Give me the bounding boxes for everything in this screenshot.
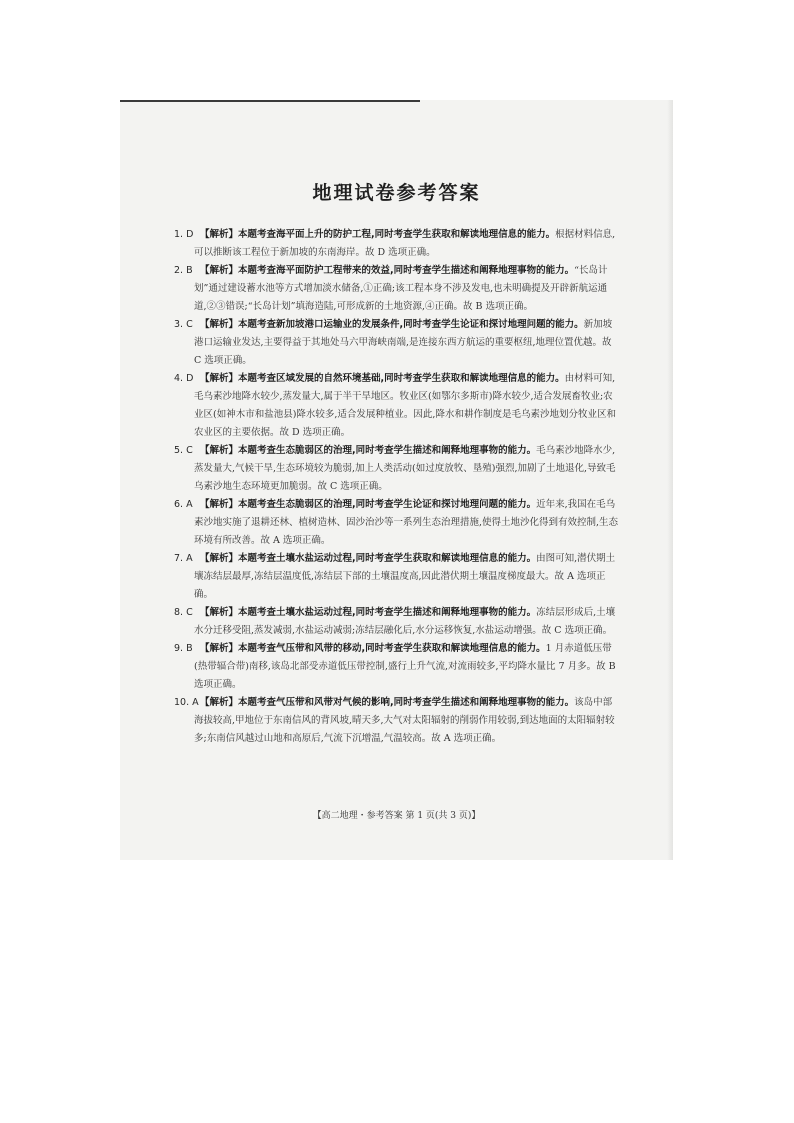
answer-number: 2. B <box>174 265 193 276</box>
analysis-text: 由图可知,潜伏期土壤冻结层最厚,冻结层温度低,冻结层下部的土壤温度高,因此潜伏期土壤温度梯度最大。故 A 选项正确。 <box>194 553 616 600</box>
scanned-page <box>120 100 673 860</box>
analysis-heading: 【解析】本题考查气压带和风带对气候的影响,同时考查学生描述和阐释地理事物的能力。 <box>200 697 575 708</box>
page-footer: 【高二地理・参考答案 第 1 页(共 3 页)】 <box>312 811 481 821</box>
analysis-heading: 【解析】本题考查土壤水盐运动过程,同时考查学生描述和阐释地理事物的能力。 <box>200 607 537 618</box>
analysis-text: 根据材料信息,可以推断该工程位于新加坡的东南海岸。故 D 选项正确。 <box>194 229 616 258</box>
answer-item <box>174 550 620 604</box>
analysis-text: 近年来,我国在毛乌素沙地实施了退耕还林、植树造林、固沙治沙等一系列生态治理措施,使得土地沙化得到有效控制,生态环境有所改善。故 A 选项正确。 <box>194 499 619 546</box>
answer-number: 1. D <box>174 229 194 240</box>
answer-item <box>174 370 620 442</box>
answer-item <box>174 496 620 550</box>
analysis-text: 冻结层形成后,土壤水分迁移受阻,蒸发减弱,水盐运动减弱;冻结层融化后,水分运移恢复,水盐运动增强。故 C 选项正确。 <box>194 607 616 636</box>
page-edge-shadow <box>667 100 673 860</box>
analysis-heading: 【解析】本题考查生态脆弱区的治理,同时考查学生描述和阐释地理事物的能力。 <box>200 445 537 456</box>
answer-item <box>174 604 620 640</box>
analysis-heading: 【解析】本题考查海平面防护工程带来的效益,同时考查学生描述和阐释地理事物的能力。 <box>200 265 575 276</box>
analysis-heading: 【解析】本题考查海平面上升的防护工程,同时考查学生获取和解读地理信息的能力。 <box>200 229 556 240</box>
answer-item <box>174 226 620 262</box>
analysis-heading: 【解析】本题考查生态脆弱区的治理,同时考查学生论证和探讨地理问题的能力。 <box>200 499 537 510</box>
answer-item <box>174 262 620 316</box>
answer-number: 3. C <box>174 319 193 330</box>
answer-number: 4. D <box>174 373 194 384</box>
analysis-text: “长岛计划”通过建设蓄水池等方式增加淡水储备,①正确;该工程本身不涉及发电,也未明确提及开辟新航运通道,②③错误;“长岛计划”填海造陆,可形成新的土地资源,④正确。故 B 选项正确。 <box>194 265 608 312</box>
answer-item <box>174 640 620 694</box>
analysis-text: 新加坡港口运输业发达,主要得益于其地处马六甲海峡南端,是连接东西方航运的重要枢纽,地理位置优越。故 C 选项正确。 <box>194 319 613 366</box>
top-rule <box>120 100 420 102</box>
analysis-heading: 【解析】本题考查区域发展的自然环境基础,同时考查学生获取和解读地理信息的能力。 <box>200 373 565 384</box>
analysis-heading: 【解析】本题考查土壤水盐运动过程,同时考查学生获取和解读地理信息的能力。 <box>200 553 537 564</box>
answer-number: 8. C <box>174 607 193 618</box>
answer-number: 10. A <box>174 697 199 708</box>
analysis-heading: 【解析】本题考查气压带和风带的移动,同时考查学生获取和解读地理信息的能力。 <box>200 643 546 654</box>
analysis-text: 由材料可知,毛乌素沙地降水较少,蒸发量大,属于半干旱地区。牧业区(如鄂尔多斯市)降水较少,适合发展畜牧业;农业区(如神木市和盐池县)降水较多,适合发展种植业。因此,降水和耕作制度是毛乌素沙地划分牧业区和农业区的主要依据。故 D 选项正确。 <box>194 373 616 438</box>
answer-item <box>174 694 620 748</box>
answer-number: 9. B <box>174 643 193 654</box>
answer-item <box>174 316 620 370</box>
answer-item <box>174 442 620 496</box>
page-title: 地理试卷参考答案 <box>312 182 481 204</box>
analysis-text: 毛乌素沙地降水少,蒸发量大,气候干旱,生态环境较为脆弱,加上人类活动(如过度放牧、垦殖)强烈,加剧了土地退化,导致毛乌素沙地生态环境更加脆弱。故 C 选项正确。 <box>194 445 616 492</box>
answer-number: 5. C <box>174 445 193 456</box>
analysis-heading: 【解析】本题考查新加坡港口运输业的发展条件,同时考查学生论证和探讨地理问题的能力。 <box>200 319 584 330</box>
answer-number: 6. A <box>174 499 193 510</box>
answer-number: 7. A <box>174 553 193 564</box>
answer-list <box>174 226 620 748</box>
analysis-text: 1 月赤道低压带(热带辐合带)南移,该岛北部受赤道低压带控制,盛行上升气流,对流雨较多,平均降水量比 7 月多。故 B 选项正确。 <box>194 643 616 690</box>
analysis-text: 该岛中部海拔较高,甲地位于东南信风的背风坡,晴天多,大气对太阳辐射的削弱作用较弱,到达地面的太阳辐射较多;东南信风越过山地和高原后,气流下沉增温,气温较高。故 A 选项正确。 <box>194 697 615 744</box>
